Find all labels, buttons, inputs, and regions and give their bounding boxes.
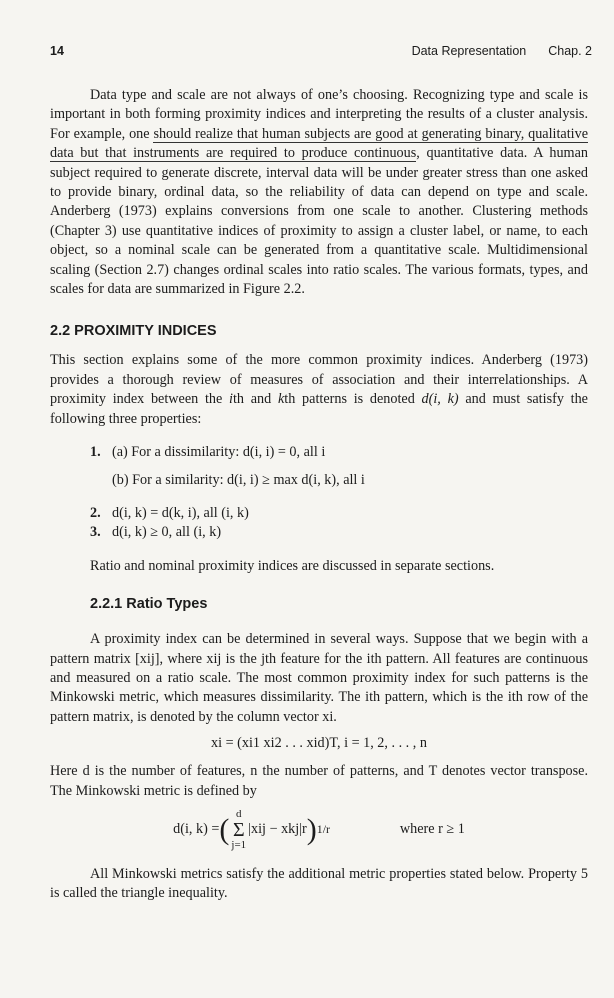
pattern-vector-equation: xi = (xi1 xi2 . . . xid)T, i = 1, 2, . . . , n bbox=[211, 735, 427, 752]
equation-body: |xij − xkj|r bbox=[248, 821, 307, 838]
summation-symbol bbox=[231, 809, 246, 851]
property-2 bbox=[90, 504, 588, 523]
property-number: 1. bbox=[90, 444, 101, 461]
definitions-paragraph: Here d is the number of features, n the number of patterns, and T denotes vector transpose. The Minkowski metric is defined by bbox=[50, 763, 588, 799]
section-heading-2-2: 2.2 PROXIMITY INDICES bbox=[50, 323, 217, 340]
property-number: 3. bbox=[90, 524, 101, 541]
underlined-passage: should realize that human subjects are good at generating binary, qualitative data but that instruments are required to produce continuous bbox=[50, 125, 588, 162]
intro-text-a: Data type and scale are not always of one’s choosing. Recognizing type and scale is important in both forming proximity indices and interpreting the results of a cluster analysis. For example, one bbox=[50, 87, 588, 142]
text-run: th and bbox=[232, 391, 278, 408]
property-number: 2. bbox=[90, 504, 101, 521]
property-text: d(i, k) = d(k, i), all (i, k) bbox=[112, 504, 249, 521]
chapter-label: Chap. 2 bbox=[548, 44, 592, 58]
page-body bbox=[50, 86, 588, 904]
property-3 bbox=[90, 523, 588, 542]
var-dik: d(i, k) bbox=[421, 391, 459, 408]
text-run: This section explains some of the more common proximity indices. Anderberg (1973) provides a thorough review of measures of association and their interrelationships. A proximity index between the bbox=[50, 352, 588, 408]
section-title: Data Representation bbox=[411, 44, 527, 58]
open-paren-glyph: ( bbox=[219, 812, 230, 846]
var-k: k bbox=[277, 391, 285, 408]
equation-exponent: 1/r bbox=[316, 822, 330, 837]
metric-properties-paragraph: All Minkowski metrics satisfy the additional metric properties stated below. Property 5 is called the triangle inequality. bbox=[50, 865, 588, 902]
property-1b bbox=[112, 471, 588, 490]
property-text: d(i, k) ≥ 0, all (i, k) bbox=[112, 524, 222, 541]
property-text: (a) For a dissimilarity: d(i, i) = 0, all i bbox=[112, 444, 326, 461]
intro-text-b: , quantitative data. A human subject required to generate discrete, interval data will be under greater stress than one asked to provide binary, ordinal data, so the reliability of data can depend on type and scale. Anderberg (1973) explains conversions from one scale to another. Clustering methods (Chapter 3) use quantitative indices of proximity to assign a cluster label, or name, to each object, so a nominal scale can be generated from a quantitative scale. Multidimensional scaling (Section 2.7) changes ordinal scales into ratio scales. The various formats, types, and scales for data are summarized in Figure 2.2. bbox=[50, 145, 588, 298]
sum-lower-limit: j=1 bbox=[231, 838, 247, 851]
property-text: (b) For a similarity: d(i, i) ≥ max d(i, k), all i bbox=[112, 471, 365, 488]
close-paren-glyph: ) bbox=[306, 812, 317, 846]
var-i: i bbox=[229, 391, 233, 408]
sum-upper-limit: d bbox=[236, 807, 242, 820]
minkowski-equation bbox=[50, 809, 588, 851]
property-1a bbox=[90, 443, 588, 462]
section-heading-2-2-1: 2.2.1 Ratio Types bbox=[90, 596, 208, 613]
sigma-glyph: Σ bbox=[232, 818, 245, 841]
equation-condition: where r ≥ 1 bbox=[399, 821, 465, 838]
ratio-nominal-note: Ratio and nominal proximity indices are discussed in separate sections. bbox=[90, 557, 495, 574]
intro-paragraph bbox=[50, 86, 588, 299]
property-list bbox=[90, 443, 588, 543]
equation-lhs: d(i, k) = bbox=[173, 821, 220, 838]
text-run: th patterns is denoted bbox=[284, 391, 422, 408]
proximity-intro-paragraph bbox=[50, 351, 588, 429]
page-number: 14 bbox=[50, 44, 64, 58]
ratio-types-paragraph: A proximity index can be determined in several ways. Suppose that we begin with a pattern matrix [xij], where xij is the jth feature for the ith pattern. All features are continuous and measured on a ratio scale. The most common proximity index for such patterns is the Minkowski metric, which measures dissimilarity. The ith pattern, which is the ith row of the pattern matrix, is denoted by the column vector xi. bbox=[50, 631, 588, 725]
text-run: and must satisfy the following three properties: bbox=[50, 391, 588, 427]
running-title bbox=[412, 44, 592, 58]
